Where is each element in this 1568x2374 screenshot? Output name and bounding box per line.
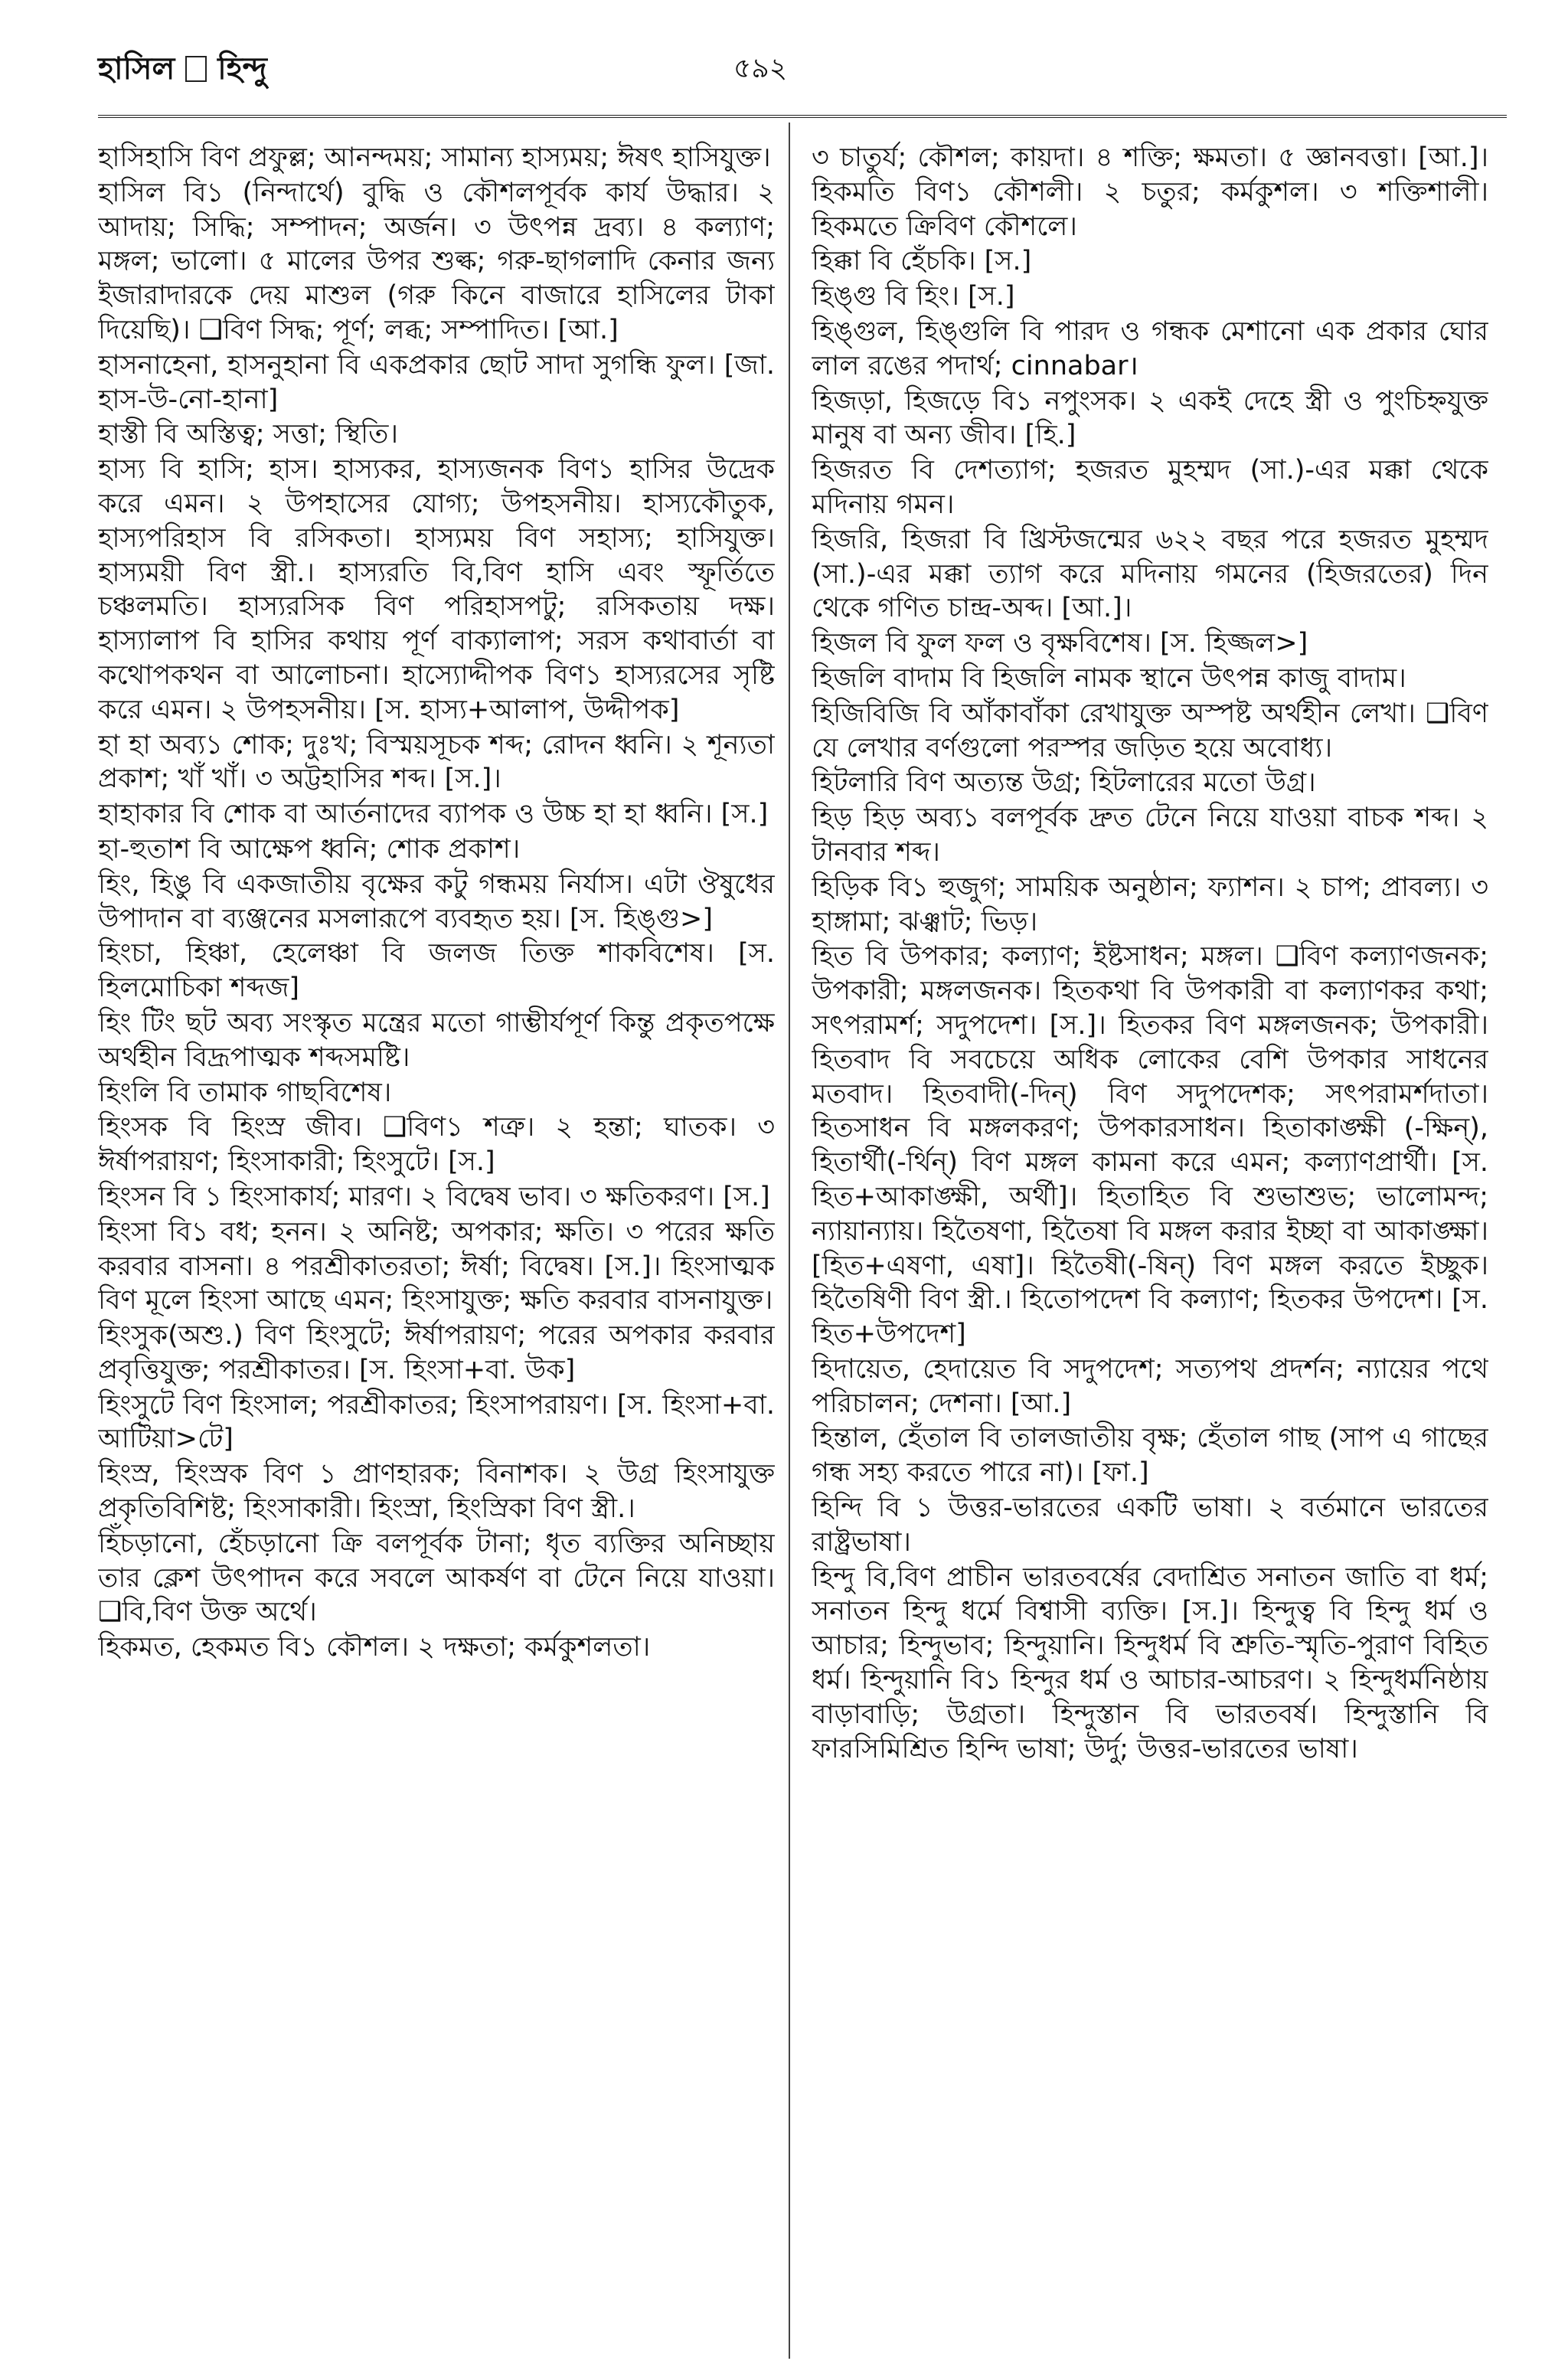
dictionary-entry: হিকমত, হেকমত বি১ কৌশল। ২ দক্ষতা; কর্মকুশলতা। bbox=[98, 1632, 651, 1663]
dictionary-entry: হিজরত বি দেশত্যাগ; হজরত মুহম্মদ (সা.)-এর মক্কা থেকে মদিনায় গমন। bbox=[812, 455, 1488, 520]
dictionary-entry: হিজড়া, হিজড়ে বি১ নপুংসক। ২ একই দেহে স্ত্রী ও পুংচিহ্নযুক্ত মানুষ বা অন্য জীব। [হি.] bbox=[812, 385, 1488, 451]
dictionary-entry: হাহাকার বি শোক বা আর্তনাদের ব্যাপক ও উচ্চ হা হা ধ্বনি। [স.] bbox=[98, 799, 769, 830]
dictionary-entry: হিজল বি ফুল ফল ও বৃক্ষবিশেষ। [স. হিজ্জল>] bbox=[812, 628, 1308, 659]
page-marker-icon bbox=[185, 56, 207, 82]
header-rule bbox=[98, 115, 1507, 118]
guide-word-last: হিন্দু bbox=[217, 51, 267, 87]
right-column bbox=[812, 141, 1488, 2354]
dictionary-entry: ৩ চাতুর্য; কৌশল; কায়দা। ৪ শক্তি; ক্ষমতা। ৫ জ্ঞানবত্তা। [আ.]। হিকমতি বিণ১ কৌশলী। ২ চতুর; কর্মকুশল। ৩ শক্তিশালী। হিকমতে ক্রিবিণ কৌশলে। bbox=[812, 142, 1488, 242]
dictionary-entry: হিত বি উপকার; কল্যাণ; ইষ্টসাধন; মঙ্গল। ❑বিণ কল্যাণজনক; উপকারী; মঙ্গলজনক। হিতকথা বি উপকারী বা কল্যাণকর কথা; সৎপরামর্শ; সদুপদেশ। [স.]। হিতকর বিণ মঙ্গলজনক; উপকারী। হিতবাদ বি সবচেয়ে অধিক লোকের বেশি উপকার সাধনের মতবাদ। হিতবাদী(-দিন্) বিণ সদুপদেশক; সৎপরামর্শদাতা। হিতসাধন বি মঙ্গলকরণ; উপকারসাধন। হিতাকাঙ্ক্ষী (-ক্ষিন্), হিতার্থী(-র্থিন্) বিণ মঙ্গল কামনা করে এমন; কল্যাণপ্রার্থী। [স. হিত+আকাঙ্ক্ষী, অর্থী]। হিতাহিত বি শুভাশুভ; ভালোমন্দ; ন্যায়ান্যায়। হিতৈষণা, হিতৈষা বি মঙ্গল করার ইচ্ছা বা আকাঙ্ক্ষা। [হিত+এষণা, এষা]। হিতৈষী(-ষিন্) বিণ মঙ্গল করতে ইচ্ছুক। হিতৈষিণী বিণ স্ত্রী.। হিতোপদেশ বি কল্যাণ; হিতকর উপদেশ। [স. হিত+উপদেশ] bbox=[812, 941, 1488, 1350]
dictionary-entry: হাস্তী বি অস্তিত্ব; সত্তা; স্থিতি। bbox=[98, 419, 398, 450]
guide-word-first: হাসিল bbox=[98, 51, 175, 87]
dictionary-entry: হিজরি, হিজরা বি খ্রিস্টজন্মের ৬২২ বছর পরে হজরত মুহম্মদ (সা.)-এর মক্কা ত্যাগ করে মদিনায় গমনের (হিজরতের) দিন থেকে গণিত চান্দ্র-অব্দ। [আ.]। bbox=[812, 524, 1488, 624]
page-header bbox=[98, 37, 1507, 90]
dictionary-entry: হিন্তাল, হেঁতাল বি তালজাতীয় বৃক্ষ; হেঁতাল গাছ (সাপ এ গাছের গন্ধ সহ্য করতে পারে না)। [ফা.] bbox=[812, 1423, 1488, 1489]
dictionary-entry: হাসিহাসি বিণ প্রফুল্ল; আনন্দময়; সামান্য হাস্যময়; ঈষৎ হাসিযুক্ত। bbox=[98, 142, 771, 173]
dictionary-entry: হিংসুটে বিণ হিংসাল; পরশ্রীকাতর; হিংসাপরায়ণ। [স. হিংসা+বা. আটিয়া>টে] bbox=[98, 1389, 775, 1455]
dictionary-entry: হিক্কা বি হেঁচকি। [স.] bbox=[812, 246, 1032, 277]
dictionary-entry: হিং, হিঙু বি একজাতীয় বৃক্ষের কটু গন্ধময় নির্যাস। এটা ঔষুধের উপাদান বা ব্যঞ্জনের মসলারূপে ব্যবহৃত হয়। [স. হিঙ্গু>] bbox=[98, 868, 775, 934]
dictionary-entry: হিংলি বি তামাক গাছবিশেষ। bbox=[98, 1077, 392, 1108]
guide-words bbox=[98, 44, 267, 96]
dictionary-entry: হা-হুতাশ বি আক্ষেপ ধ্বনি; শোক প্রকাশ। bbox=[98, 833, 521, 865]
dictionary-entry: হাসিল বি১ (নিন্দার্থে) বুদ্ধি ও কৌশলপূর্বক কার্য উদ্ধার। ২ আদায়; সিদ্ধি; সম্পাদন; অর্জন। ৩ উৎপন্ন দ্রব্য। ৪ কল্যাণ; মঙ্গল; ভালো। ৫ মালের উপর শুল্ক; গরু-ছাগলাদি কেনার জন্য ইজারাদারকে দেয় মাশুল (গরু কিনে বাজারে হাসিলের টাকা দিয়েছি)। ❑বিণ সিদ্ধ; পূর্ণ; লব্ধ; সম্পাদিত। [আ.] bbox=[98, 177, 775, 345]
left-column bbox=[98, 141, 775, 2354]
dictionary-entry: হিড় হিড় অব্য১ বলপূর্বক দ্রুত টেনে নিয়ে যাওয়া বাচক শব্দ। ২ টানবার শব্দ। bbox=[812, 803, 1488, 868]
dictionary-entry: হিংসুক(অশু.) বিণ হিংসুটে; ঈর্ষাপরায়ণ; পরের অপকার করবার প্রবৃত্তিযুক্ত; পরশ্রীকাতর। [স. হিংসা+বা. উক] bbox=[98, 1320, 775, 1385]
dictionary-entry: হিঙ্গু বি হিং। [স.] bbox=[812, 281, 1015, 312]
dictionary-entry: হাস্য বি হাসি; হাস। হাস্যকর, হাস্যজনক বিণ১ হাসির উদ্রেক করে এমন। ২ উপহাসের যোগ্য; উপহসনীয়। হাস্যকৌতুক, হাস্যপরিহাস বি রসিকতা। হাস্যময় বিণ সহাস্য; হাসিযুক্ত। হাস্যময়ী বিণ স্ত্রী.। হাস্যরতি বি,বিণ হাসি এবং স্ফূর্তিতে চঞ্চলমতি। হাস্যরসিক বিণ পরিহাসপটু; রসিকতায় দক্ষ। হাস্যালাপ বি হাসির কথায় পূর্ণ বাক্যালাপ; সরস কথাবার্তা বা কথোপকথন বা আলোচনা। হাস্যোদ্দীপক বিণ১ হাস্যরসের সৃষ্টি করে এমন। ২ উপহসনীয়। [স. হাস্য+আলাপ, উদ্দীপক] bbox=[98, 454, 775, 725]
page-number: ৫৯২ bbox=[733, 53, 788, 84]
dictionary-entry: হিং টিং ছট অব্য সংস্কৃত মন্ত্রের মতো গাম্ভীর্যপূর্ণ কিন্তু প্রকৃতপক্ষে অর্থহীন বিদ্রূপাত্মক শব্দসমষ্টি। bbox=[98, 1007, 775, 1073]
dictionary-entry: হাসনাহেনা, হাসনুহানা বি একপ্রকার ছোট সাদা সুগন্ধি ফুল। [জা. হাস-উ-নো-হানা] bbox=[98, 349, 775, 415]
dictionary-entry: হিংসন বি ১ হিংসাকার্য; মারণ। ২ বিদ্বেষ ভাব। ৩ ক্ষতিকরণ। [স.] bbox=[98, 1181, 770, 1212]
dictionary-entry: হিংসক বি হিংস্র জীব। ❑বিণ১ শত্রু। ২ হন্তা; ঘাতক। ৩ ঈর্ষাপরায়ণ; হিংসাকারী; হিংসুটে। [স.] bbox=[98, 1112, 775, 1178]
dictionary-entry: হিঁচড়ানো, হেঁচড়ানো ক্রি বলপূর্বক টানা; ধৃত ব্যক্তির অনিচ্ছায় তার ক্লেশ উৎপাদন করে সবলে আকর্ষণ বা টেনে নিয়ে যাওয়া। ❑বি,বিণ উক্ত অর্থে। bbox=[98, 1528, 775, 1628]
dictionary-entry: হিংস্র, হিংস্রক বিণ ১ প্রাণহারক; বিনাশক। ২ উগ্র হিংসাযুক্ত প্রকৃতিবিশিষ্ট; হিংসাকারী। হিংস্রা, হিংস্রিকা বিণ স্ত্রী.। bbox=[98, 1459, 775, 1525]
dictionary-entry: হিন্দি বি ১ উত্তর-ভারতের একটি ভাষা। ২ বর্তমানে ভারতের রাষ্ট্রভাষা। bbox=[812, 1493, 1488, 1558]
dictionary-entry: হিড়িক বি১ হুজুগ; সাময়িক অনুষ্ঠান; ফ্যাশন। ২ চাপ; প্রাবল্য। ৩ হাঙ্গামা; ঝঞ্ঝাট; ভিড়। bbox=[812, 871, 1488, 937]
dictionary-entry: হিন্দু বি,বিণ প্রাচীন ভারতবর্ষের বেদাশ্রিত সনাতন জাতি বা ধর্ম; সনাতন হিন্দু ধর্মে বিশ্বাসী ব্যক্তি। [স.]। হিন্দুত্ব বি হিন্দু ধর্ম ও আচার; হিন্দুভাব; হিন্দুয়ানি। হিন্দুধর্ম বি শ্রুতি-স্মৃতি-পুরাণ বিহিত ধর্ম। হিন্দুয়ানি বি১ হিন্দুর ধর্ম ও আচার-আচরণ। ২ হিন্দুধর্মনিষ্ঠায় বাড়াবাড়ি; উগ্রতা। হিন্দুস্তান বি ভারতবর্ষ। হিন্দুস্তানি বি ফারসিমিশ্রিত হিন্দি ভাষা; উর্দু; উত্তর-ভারতের ভাষা। bbox=[812, 1561, 1488, 1764]
dictionary-entry: হিঙ্গুল, হিঙ্গুলি বি পারদ ও গন্ধক মেশানো এক প্রকার ঘোর লাল রঙের পদার্থ; cinnabar। bbox=[812, 316, 1488, 381]
dictionary-entry: হিংসা বি১ বধ; হনন। ২ অনিষ্ট; অপকার; ক্ষতি। ৩ পরের ক্ষতি করবার বাসনা। ৪ পরশ্রীকাতরতা; ঈর্ষা; বিদ্বেষ। [স.]। হিংসাত্মক বিণ মূলে হিংসা আছে এমন; হিংসাযুক্ত; ক্ষতি করবার বাসনাযুক্ত। bbox=[98, 1216, 775, 1316]
dictionary-entry: হিদায়েত, হেদায়েত বি সদুপদেশ; সত্যপথ প্রদর্শন; ন্যায়ের পথে পরিচালন; দেশনা। [আ.] bbox=[812, 1353, 1488, 1419]
dictionary-entry: হিংচা, হিঞ্চা, হেলেঞ্চা বি জলজ তিক্ত শাকবিশেষ। [স. হিলমোচিকা শব্দজ] bbox=[98, 938, 775, 1004]
dictionary-entry: হিজলি বাদাম বি হিজলি নামক স্থানে উৎপন্ন কাজু বাদাম। bbox=[812, 662, 1406, 694]
dictionary-entry: হা হা অব্য১ শোক; দুঃখ; বিস্ময়সূচক শব্দ; রোদন ধ্বনি। ২ শূন্যতা প্রকাশ; খাঁ খাঁ। ৩ অট্টহাসির শব্দ। [স.]। bbox=[98, 729, 775, 795]
column-divider bbox=[789, 123, 790, 2359]
dictionary-entry: হিজিবিজি বি আঁকাবাঁকা রেখাযুক্ত অস্পষ্ট অর্থহীন লেখা। ❑বিণ যে লেখার বর্ণগুলো পরস্পর জড়িত হয়ে অবোধ্য। bbox=[812, 698, 1488, 764]
dictionary-entry: হিটলারি বিণ অত্যন্ত উগ্র; হিটলারের মতো উগ্র। bbox=[812, 767, 1316, 799]
